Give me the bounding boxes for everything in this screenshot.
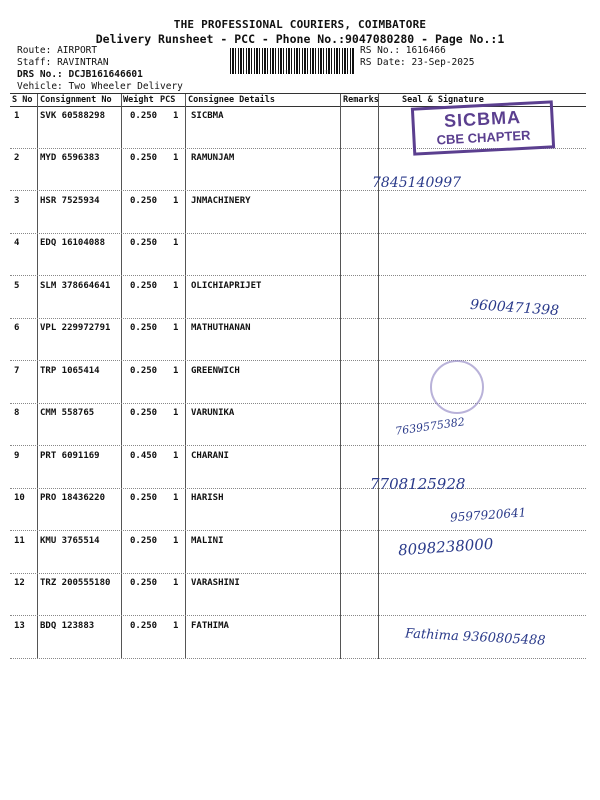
cell-weight: 0.250 [130,323,158,333]
cell-pcs: 1 [173,153,179,163]
rs-no-line [360,45,446,56]
vehicle-value: Two Wheeler Delivery [68,81,183,92]
cell-consignee: MATHUTHANAN [191,323,251,333]
row-divider [10,318,586,319]
cell-pcs: 1 [173,408,179,418]
table-row [10,196,586,208]
row-divider [10,403,586,404]
cell-sno: 5 [14,281,20,291]
cell-pcs: 1 [173,323,179,333]
table-row [10,451,586,463]
drs-line [17,69,143,81]
cell-consignment: TRZ 200555180 [40,578,111,588]
stamp-line1: SICBMA [443,107,522,132]
table-row [10,536,586,548]
col-consignee: Consignee Details [188,95,275,105]
cell-pcs: 1 [173,493,179,503]
row-divider [10,615,586,616]
cell-weight: 0.250 [130,111,158,121]
rs-no-label: RS No.: [360,45,401,56]
cell-pcs: 1 [173,281,179,291]
cell-consignment: TRP 1065414 [40,366,100,376]
cell-sno: 1 [14,111,20,121]
table-row [10,493,586,505]
cell-sno: 7 [14,366,20,376]
cell-consignment: PRT 6091169 [40,451,100,461]
cell-weight: 0.250 [130,621,158,631]
sig-row2: 7845140997 [372,175,462,191]
cell-pcs: 1 [173,238,179,248]
cell-consignment: SVK 60588298 [40,111,106,121]
cell-weight: 0.250 [130,408,158,418]
col-remarks: Remarks [343,95,379,105]
row-divider [10,275,586,276]
cell-consignee: FATHIMA [191,621,229,631]
cell-consignment: MYD 6596383 [40,153,100,163]
col-pcs: PCS [160,95,176,105]
drs-label: DRS No.: [17,69,63,80]
sig-row5: 9600471398 [469,296,560,320]
sicbma-stamp [411,100,555,155]
table-row [10,281,586,293]
cell-pcs: 1 [173,366,179,376]
cell-weight: 0.450 [130,451,158,461]
cell-consignee: SICBMA [191,111,224,121]
cell-sno: 4 [14,238,20,248]
cell-consignee: JNMACHINERY [191,196,251,206]
cell-sno: 11 [14,536,25,546]
cell-weight: 0.250 [130,281,158,291]
cell-sno: 9 [14,451,20,461]
row-divider [10,530,586,531]
staff-value: RAVINTRAN [57,57,109,68]
cell-sno: 10 [14,493,25,503]
table-row [10,578,586,590]
route-label: Route: [17,45,52,56]
sig-row11: 8098238000 [397,534,494,560]
cell-sno: 2 [14,153,20,163]
table-row [10,238,586,250]
col-consignment: Consignment No [40,95,112,105]
cell-weight: 0.250 [130,238,158,248]
cell-consignee: HARISH [191,493,224,503]
cell-consignment: KMU 3765514 [40,536,100,546]
cell-consignment: CMM 558765 [40,408,95,418]
cell-weight: 0.250 [130,366,158,376]
vehicle-label: Vehicle: [17,81,63,92]
cell-consignment: VPL 229972791 [40,323,111,333]
cell-pcs: 1 [173,196,179,206]
vehicle-line [17,81,183,93]
runsheet-title: Delivery Runsheet - PCC - Phone No.:9047080280 - Page No.:1 [95,32,505,46]
barcode [230,48,355,74]
staff-line [17,57,109,69]
rs-date-label: RS Date: [360,57,406,68]
row-divider [10,488,586,489]
cell-sno: 12 [14,578,25,588]
sig-row10: 9597920641 [449,505,527,525]
rs-date-line [360,57,474,68]
col-sno: S No [12,95,33,105]
cell-pcs: 1 [173,621,179,631]
cell-consignment: EDQ 16104088 [40,238,106,248]
cell-weight: 0.250 [130,153,158,163]
cell-consignee: VARUNIKA [191,408,235,418]
cell-sno: 6 [14,323,20,333]
stamp-line2: CBE CHAPTER [436,127,531,148]
cell-sno: 3 [14,196,20,206]
col-seal: Seal & Signature [402,95,484,105]
row-divider [10,233,586,234]
cell-pcs: 1 [173,451,179,461]
row-divider [10,573,586,574]
sig-row9: 7708125928 [370,475,466,493]
cell-consignee: MALINI [191,536,224,546]
cell-consignee: VARASHINI [191,578,240,588]
cell-consignment: PRO 18436220 [40,493,106,503]
rs-date-value: 23-Sep-2025 [411,57,475,68]
cell-weight: 0.250 [130,536,158,546]
seal-circle [430,360,484,414]
staff-label: Staff: [17,57,52,68]
table-row [10,153,586,165]
table-row [10,323,586,335]
cell-weight: 0.250 [130,578,158,588]
sig-row13: Fathima 9360805488 [404,626,546,649]
row-divider [10,445,586,446]
cell-sno: 8 [14,408,20,418]
col-weight: Weight [123,95,154,105]
cell-weight: 0.250 [130,196,158,206]
sig-row8: 7639575382 [394,415,466,438]
cell-consignee: GREENWICH [191,366,240,376]
table-row [10,408,586,420]
cell-consignment: HSR 7525934 [40,196,100,206]
rs-no-value: 1616466 [405,45,446,56]
route-line [17,45,97,57]
cell-consignment: SLM 378664641 [40,281,111,291]
route-value: AIRPORT [57,45,98,56]
cell-sno: 13 [14,621,25,631]
drs-value: DCJB161646601 [68,69,143,80]
row-divider [10,360,586,361]
cell-consignment: BDQ 123883 [40,621,95,631]
cell-pcs: 1 [173,578,179,588]
cell-consignee: RAMUNJAM [191,153,235,163]
cell-consignee: OLICHIAPRIJET [191,281,262,291]
cell-consignee: CHARANI [191,451,229,461]
row-divider [10,190,586,191]
row-divider [10,658,586,659]
company-title: THE PROFESSIONAL COURIERS, COIMBATORE [173,18,427,31]
cell-pcs: 1 [173,536,179,546]
cell-pcs: 1 [173,111,179,121]
cell-weight: 0.250 [130,493,158,503]
table-row [10,366,586,378]
